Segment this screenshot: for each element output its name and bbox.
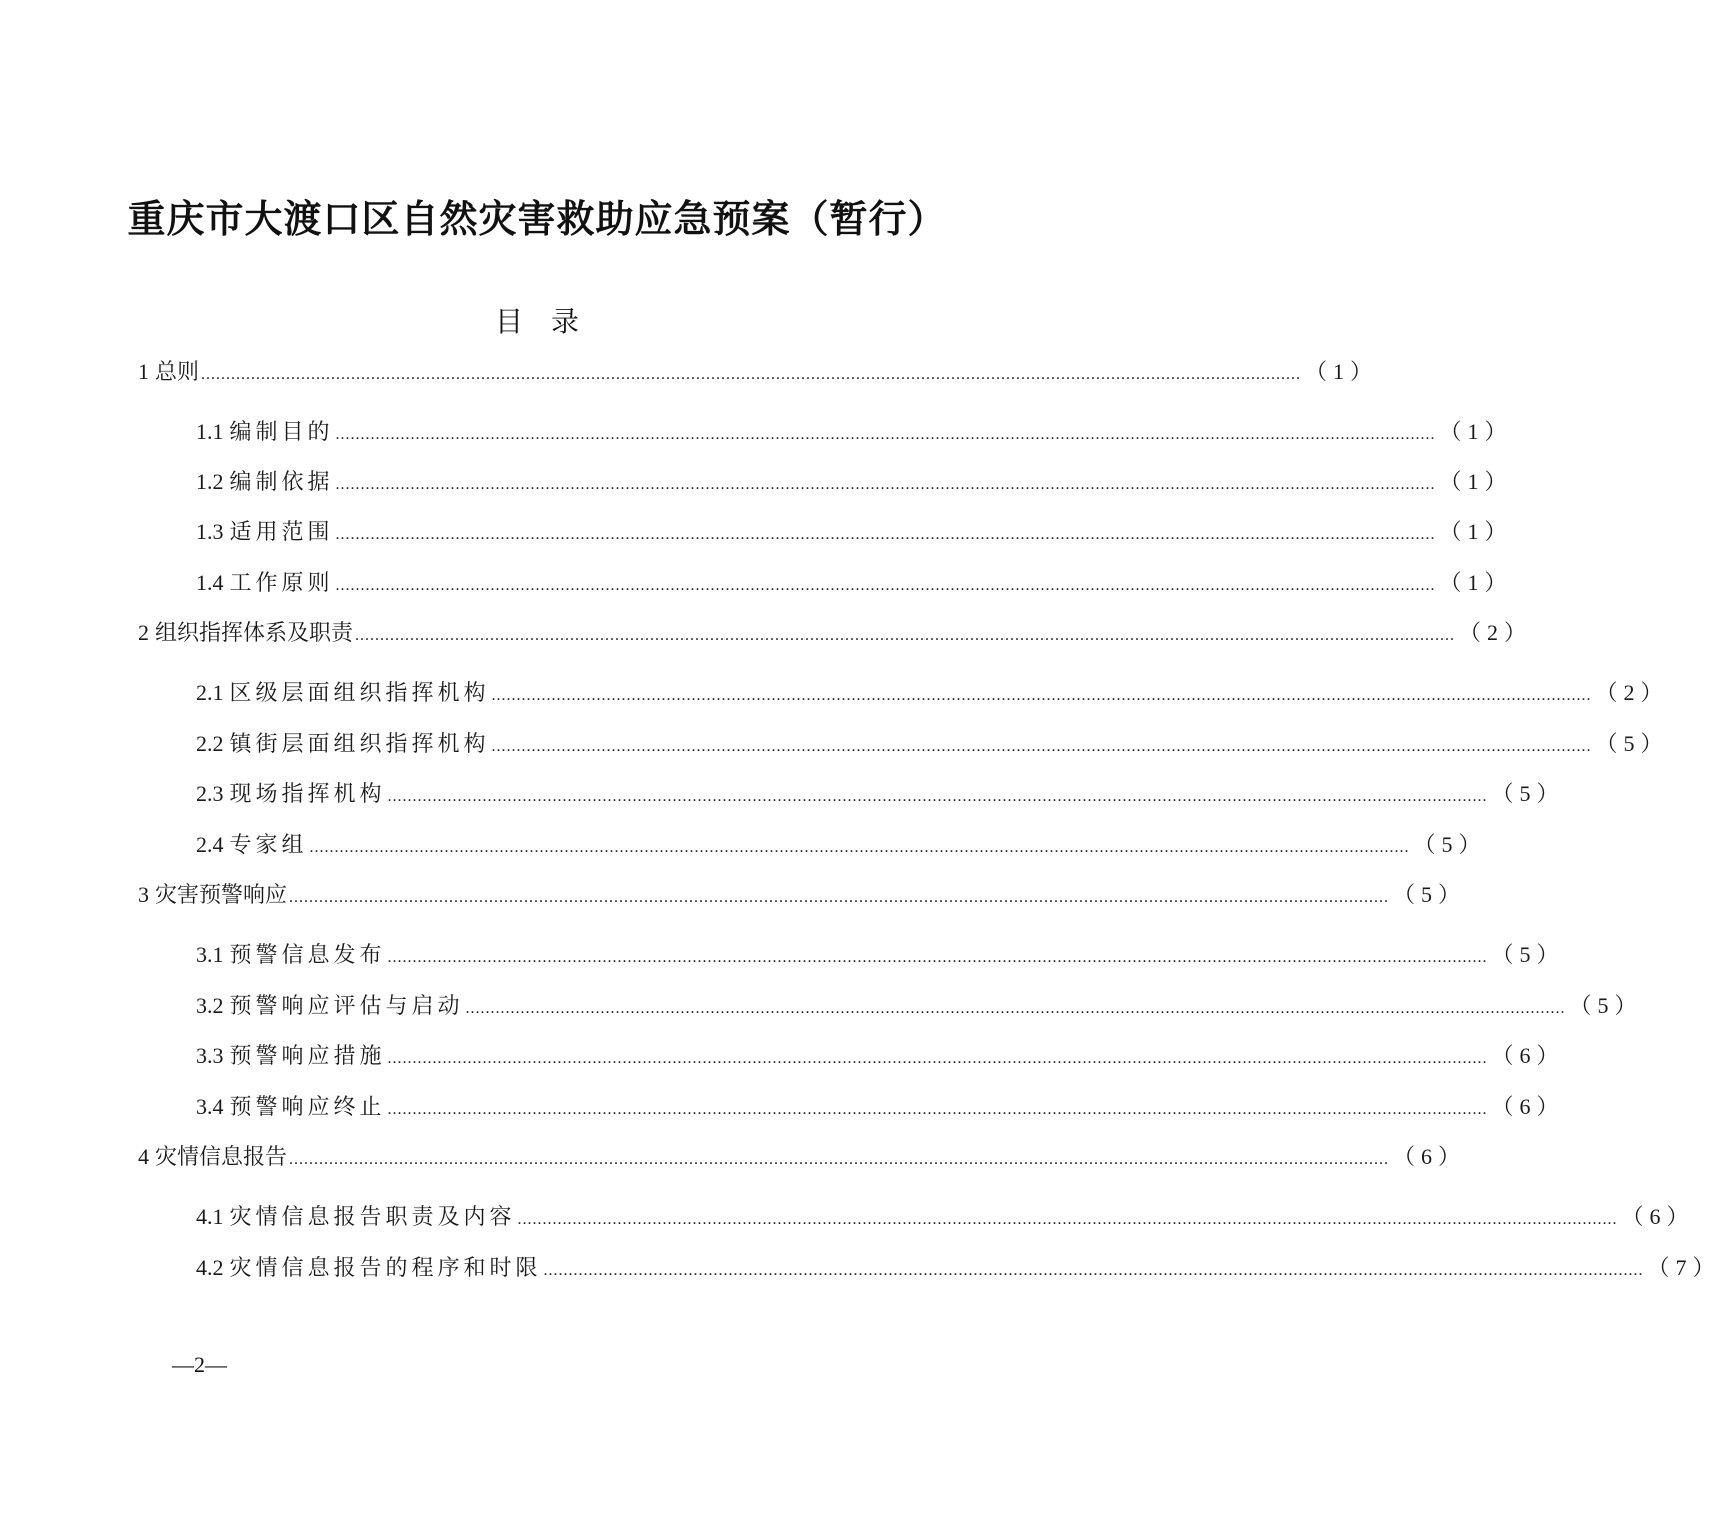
toc-entry-page: （5） [1413,832,1487,857]
toc-entry-page: （1） [1305,359,1379,384]
dot-leader: ............................................................................................................................................................................................................................ [289,889,1390,906]
toc-entry [196,415,1513,451]
toc-entry-number: 2.4 [196,832,224,857]
toc-entry-number: 4 [138,1144,149,1169]
toc-entry-label [138,878,287,909]
toc-entry-page: （6） [1393,1144,1467,1169]
toc-entry [196,1090,1565,1126]
toc-entry-label [196,515,334,546]
dot-leader: ............................................................................................................................................................................................................................ [543,1262,1644,1279]
toc-entry-label [196,1200,516,1231]
toc-entry-text: 工作原则 [229,571,334,596]
toc-entry-page: （5） [1393,882,1467,907]
dot-leader: ............................................................................................................................................................................................................................ [335,526,1436,543]
dot-leader: ............................................................................................................................................................................................................................ [387,1101,1488,1118]
dot-leader: ............................................................................................................................................................................................................................ [201,366,1302,383]
toc-entry-text: 预警响应终止 [229,1095,386,1120]
dot-leader: ............................................................................................................................................................................................................................ [517,1211,1618,1228]
toc-entry-number: 2.1 [196,680,224,705]
toc-entry [138,355,1379,391]
toc-entry-text: 预警信息发布 [229,943,386,968]
toc-entry-number: 1 [138,359,149,384]
toc-entry-text: 专家组 [229,833,308,858]
toc-entry-label [196,1251,542,1282]
toc-entry-page: （7） [1647,1255,1721,1280]
toc-entry-number: 1.3 [196,519,224,544]
toc-entry-text: 区级层面组织指挥机构 [229,681,490,706]
toc-entry-page: （6） [1491,1094,1565,1119]
dot-leader: ............................................................................................................................................................................................................................ [335,577,1436,594]
toc-entry-label [196,777,386,808]
toc-entry [196,777,1565,813]
toc-entry-page: （1） [1439,570,1513,595]
toc-entry [138,878,1467,914]
toc-entry [196,1200,1695,1236]
toc-entry-number: 1.1 [196,419,224,444]
toc-entry-label [196,566,334,597]
toc-entry-number: 4.2 [196,1255,224,1280]
toc-entry [196,1039,1565,1075]
dot-leader: ............................................................................................................................................................................................................................ [491,687,1592,704]
toc-entry-label [196,828,308,859]
toc-entry-text: 编制依据 [229,470,334,495]
dot-leader: ............................................................................................................................................................................................................................ [387,788,1488,805]
toc-entry-label [138,355,199,386]
dot-leader: ............................................................................................................................................................................................................................ [387,949,1488,966]
toc-entry-text: 现场指挥机构 [229,782,386,807]
toc-entry-number: 2 [138,620,149,645]
toc-entry-page: （5） [1595,731,1669,756]
toc-entry-page: （5） [1491,781,1565,806]
toc-entry-page: （1） [1439,419,1513,444]
toc-entry-page: （6） [1621,1204,1695,1229]
dot-leader: ............................................................................................................................................................................................................................ [335,476,1436,493]
dot-leader: ............................................................................................................................................................................................................................ [335,426,1436,443]
toc-entry [196,566,1513,602]
document-title: 重庆市大渡口区自然灾害救助应急预案（暂行） [127,196,947,241]
toc-entry-number: 1.4 [196,570,224,595]
toc-entry [196,515,1513,551]
toc-entry [196,676,1669,712]
toc-entry-label [196,465,334,496]
toc-entry-text: 灾害预警响应 [155,883,288,908]
dot-leader: ............................................................................................................................................................................................................................ [491,738,1592,755]
toc-entry-label [196,415,334,446]
toc-entry-page: （1） [1439,519,1513,544]
toc-entry-label [138,1140,287,1171]
toc-entry-label [196,989,464,1020]
toc-entry [196,1251,1721,1287]
toc-entry-text: 适用范围 [229,520,334,545]
toc-entry-text: 组织指挥体系及职责 [155,621,354,646]
toc-entry-number: 3.3 [196,1043,224,1068]
toc-entry-label [196,1039,386,1070]
toc-entry-number: 2.3 [196,781,224,806]
toc-entry-page: （2） [1459,620,1533,645]
toc-entry [196,727,1669,763]
toc-entry-text: 预警响应评估与启动 [229,994,464,1019]
dot-leader: ............................................................................................................................................................................................................................ [465,1000,1566,1017]
toc-entry-number: 3.4 [196,1094,224,1119]
toc-entry [196,828,1487,864]
toc-entry-page: （2） [1595,680,1669,705]
toc-entry-label [138,616,353,647]
toc-heading: 目录 [494,305,607,338]
toc-entry [138,616,1533,652]
toc-entry-number: 3 [138,882,149,907]
page-number: —2— [172,1352,227,1377]
toc-entry-text: 预警响应措施 [229,1044,386,1069]
toc-entry-page: （5） [1491,942,1565,967]
toc-entry-text: 镇街层面组织指挥机构 [229,732,490,757]
toc-entry-text: 灾情信息报告职责及内容 [229,1205,516,1230]
toc-entry [196,989,1643,1025]
toc-entry-text: 灾情信息报告 [155,1145,288,1170]
toc-entry-label [196,676,490,707]
dot-leader: ............................................................................................................................................................................................................................ [355,627,1456,644]
toc-entry-number: 3.1 [196,942,224,967]
toc-entry-page: （5） [1569,993,1643,1018]
toc-entry-text: 总则 [155,360,200,385]
toc-entry-number: 4.1 [196,1204,224,1229]
toc-entry-label [196,1090,386,1121]
toc-entry [196,938,1565,974]
dot-leader: ............................................................................................................................................................................................................................ [289,1151,1390,1168]
dot-leader: ............................................................................................................................................................................................................................ [387,1050,1488,1067]
toc-entry [196,465,1513,501]
toc-entry-number: 2.2 [196,731,224,756]
toc-entry-label [196,727,490,758]
toc-entry-page: （1） [1439,469,1513,494]
toc-entry-number: 3.2 [196,993,224,1018]
toc-entry-page: （6） [1491,1043,1565,1068]
dot-leader: ............................................................................................................................................................................................................................ [309,839,1410,856]
toc-entry-text: 灾情信息报告的程序和时限 [229,1256,542,1281]
toc-entry-number: 1.2 [196,469,224,494]
toc-entry [138,1140,1467,1176]
toc-entry-label [196,938,386,969]
toc-entry-text: 编制目的 [229,420,334,445]
